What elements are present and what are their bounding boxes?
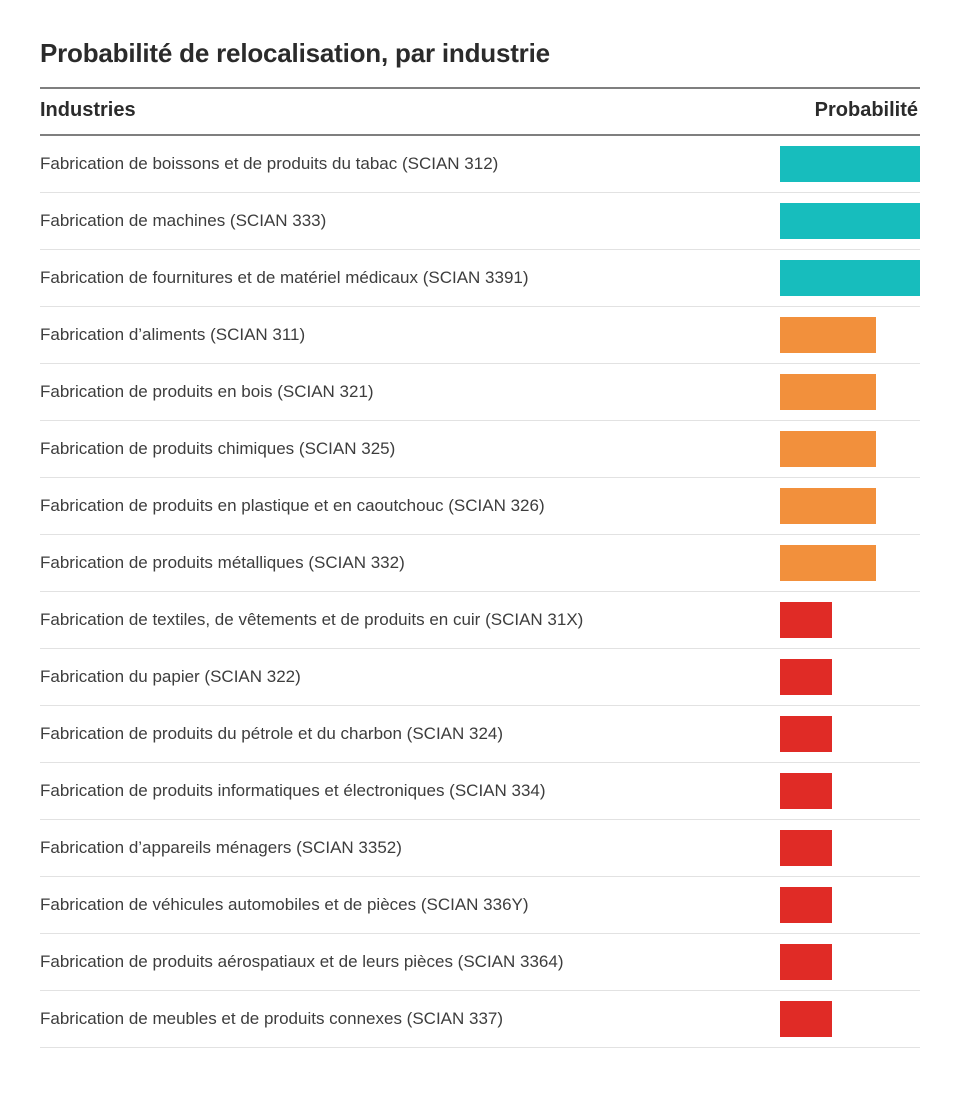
probability-cell — [780, 877, 920, 934]
probability-cell — [780, 820, 920, 877]
probability-bar — [780, 146, 920, 182]
industry-label: Fabrication de produits informatiques et électroniques (SCIAN 334) — [40, 763, 780, 820]
industry-label: Fabrication d’appareils ménagers (SCIAN 3352) — [40, 820, 780, 877]
probability-cell — [780, 763, 920, 820]
table-row — [40, 250, 920, 307]
bar-wrap — [780, 193, 920, 249]
probability-bar — [780, 488, 876, 524]
probability-cell — [780, 135, 920, 193]
table-row — [40, 706, 920, 763]
bar-wrap — [780, 706, 920, 762]
probability-bar — [780, 830, 832, 866]
table-row — [40, 421, 920, 478]
probability-cell — [780, 478, 920, 535]
table-header-row — [40, 88, 920, 135]
bar-wrap — [780, 820, 920, 876]
table-row — [40, 135, 920, 193]
industry-label: Fabrication de fournitures et de matériel médicaux (SCIAN 3391) — [40, 250, 780, 307]
industry-label: Fabrication de produits aérospatiaux et de leurs pièces (SCIAN 3364) — [40, 934, 780, 991]
probability-bar — [780, 374, 876, 410]
table-row — [40, 649, 920, 706]
bar-wrap — [780, 307, 920, 363]
page-title: Probabilité de relocalisation, par industrie — [40, 38, 550, 68]
probability-cell — [780, 193, 920, 250]
table-body — [40, 135, 920, 1048]
probability-cell — [780, 250, 920, 307]
table-header — [40, 88, 920, 135]
table-row — [40, 535, 920, 592]
probability-cell — [780, 307, 920, 364]
table-row — [40, 820, 920, 877]
table-row — [40, 934, 920, 991]
industry-label: Fabrication de produits en bois (SCIAN 321) — [40, 364, 780, 421]
probability-bar — [780, 1001, 832, 1037]
probability-bar — [780, 659, 832, 695]
probability-cell — [780, 649, 920, 706]
industry-label: Fabrication de véhicules automobiles et de pièces (SCIAN 336Y) — [40, 877, 780, 934]
bar-wrap — [780, 991, 920, 1047]
table-row — [40, 877, 920, 934]
probability-bar — [780, 887, 832, 923]
bar-wrap — [780, 478, 920, 534]
bar-wrap — [780, 535, 920, 591]
bar-wrap — [780, 136, 920, 192]
table-row — [40, 364, 920, 421]
bar-wrap — [780, 934, 920, 990]
table-row — [40, 991, 920, 1048]
probability-bar — [780, 203, 920, 239]
industry-label: Fabrication du papier (SCIAN 322) — [40, 649, 780, 706]
table-row — [40, 307, 920, 364]
probability-cell — [780, 364, 920, 421]
probability-cell — [780, 934, 920, 991]
industry-label: Fabrication de produits du pétrole et du charbon (SCIAN 324) — [40, 706, 780, 763]
probability-bar — [780, 716, 832, 752]
bar-wrap — [780, 649, 920, 705]
industry-label: Fabrication de produits chimiques (SCIAN 325) — [40, 421, 780, 478]
industry-label: Fabrication de boissons et de produits du tabac (SCIAN 312) — [40, 135, 780, 193]
bar-wrap — [780, 250, 920, 306]
probability-cell — [780, 421, 920, 478]
bar-wrap — [780, 763, 920, 819]
probability-bar — [780, 317, 876, 353]
industry-label: Fabrication d’aliments (SCIAN 311) — [40, 307, 780, 364]
probability-bar — [780, 944, 832, 980]
probability-cell — [780, 535, 920, 592]
bar-wrap — [780, 592, 920, 648]
bar-wrap — [780, 877, 920, 933]
table-row — [40, 592, 920, 649]
table-row — [40, 478, 920, 535]
probability-bar — [780, 773, 832, 809]
industry-label: Fabrication de produits en plastique et en caoutchouc (SCIAN 326) — [40, 478, 780, 535]
bar-wrap — [780, 364, 920, 420]
column-header-probability: Probabilité — [780, 88, 920, 135]
probability-cell — [780, 706, 920, 763]
column-header-industries: Industries — [40, 88, 780, 135]
probability-bar — [780, 602, 832, 638]
probability-cell — [780, 592, 920, 649]
industry-label: Fabrication de textiles, de vêtements et de produits en cuir (SCIAN 31X) — [40, 592, 780, 649]
bar-wrap — [780, 421, 920, 477]
probability-bar — [780, 431, 876, 467]
probability-table — [40, 87, 920, 1048]
industry-label: Fabrication de meubles et de produits connexes (SCIAN 337) — [40, 991, 780, 1048]
probability-cell — [780, 991, 920, 1048]
probability-bar — [780, 260, 920, 296]
table-row — [40, 763, 920, 820]
table-row — [40, 193, 920, 250]
industry-label: Fabrication de machines (SCIAN 333) — [40, 193, 780, 250]
industry-label: Fabrication de produits métalliques (SCIAN 332) — [40, 535, 780, 592]
bottom-spacer — [40, 1048, 920, 1068]
probability-bar — [780, 545, 876, 581]
